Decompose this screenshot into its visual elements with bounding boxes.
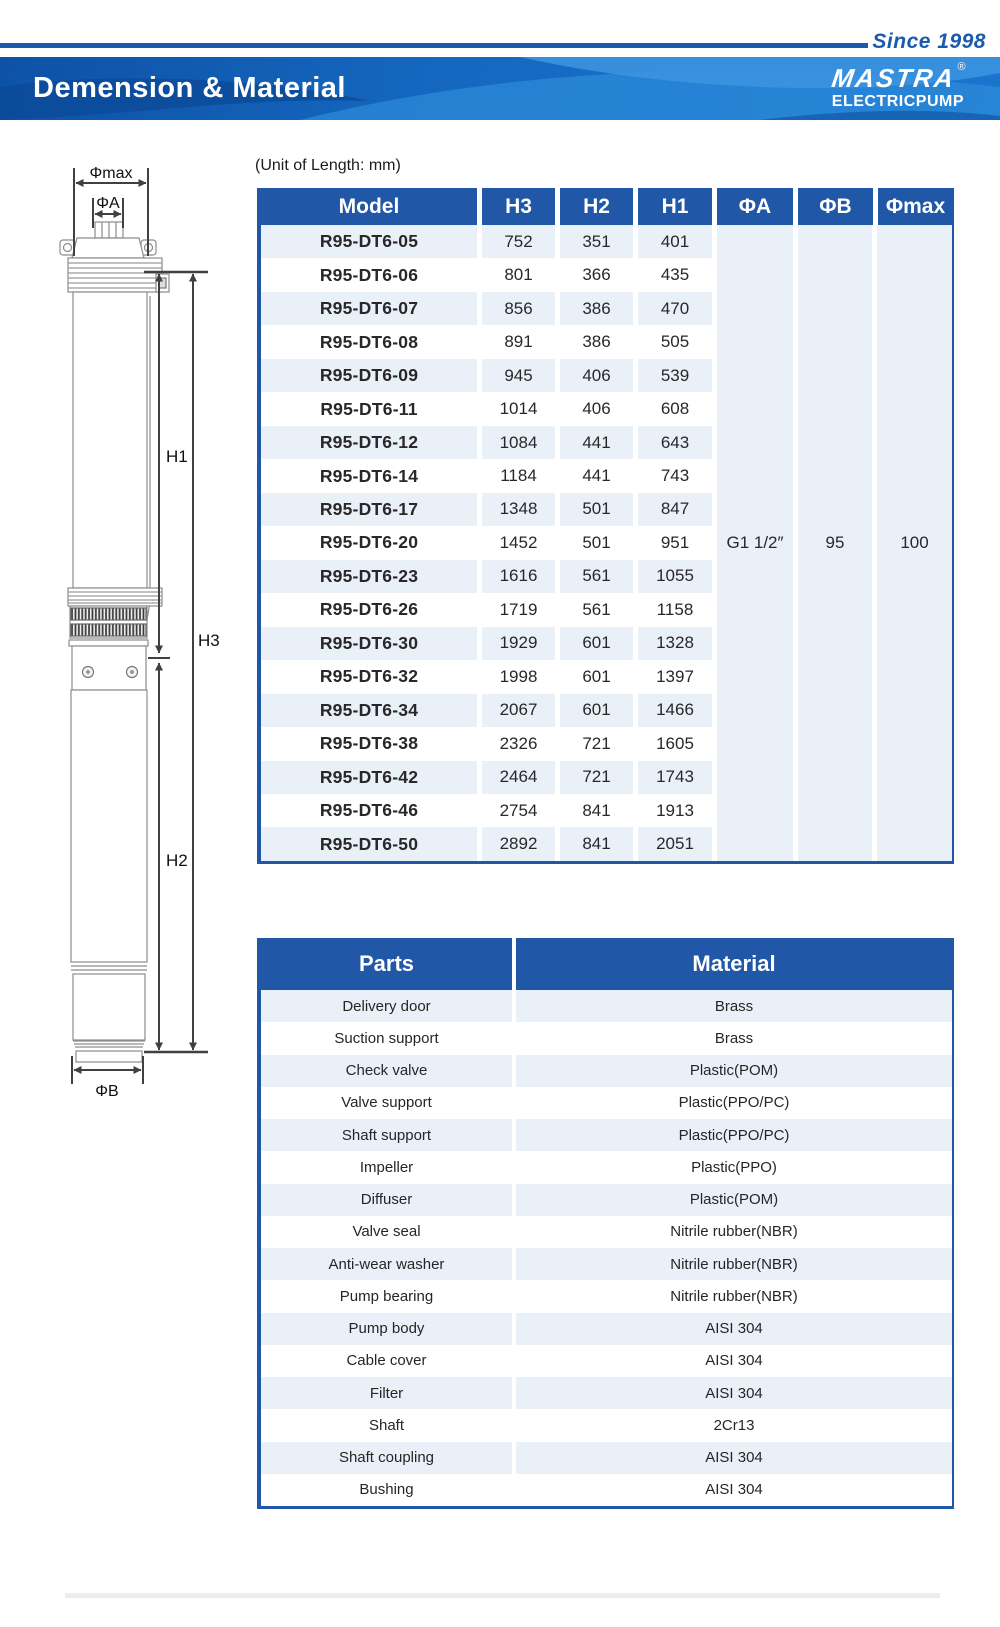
part-cell: Valve seal [261,1216,512,1248]
h1-cell: 1913 [638,794,712,827]
registered-mark-icon: ® [957,61,966,73]
col-header-phi-a: ΦA [717,188,793,225]
table-row [261,1216,952,1248]
parts-table [257,938,954,1509]
part-cell: Filter [261,1377,512,1409]
dim-label-phi-b: ΦB [95,1083,119,1100]
h2-cell: 406 [560,359,633,392]
model-cell: R95-DT6-12 [261,426,477,459]
h2-cell: 561 [560,593,633,626]
h3-cell: 2754 [482,794,555,827]
pump-outline [60,222,169,1062]
pump-diagram [40,150,252,1110]
material-cell: AISI 304 [516,1442,952,1474]
header-rule [0,43,868,48]
part-cell: Pump body [261,1313,512,1345]
table-row [261,1055,952,1087]
part-cell: Impeller [261,1151,512,1183]
footer-rule [65,1593,940,1598]
page-title: Demension & Material [33,72,346,104]
h2-cell: 351 [560,225,633,258]
model-cell: R95-DT6-26 [261,593,477,626]
table-row [261,1280,952,1312]
strainer-mesh [71,608,146,620]
table-row [261,1151,952,1183]
table-row [261,1313,952,1345]
table-row [261,1248,952,1280]
material-cell: Brass [516,1022,952,1054]
h3-cell: 1929 [482,627,555,660]
part-cell: Diffuser [261,1184,512,1216]
dimensions-table [257,188,954,864]
shared-phi-max-value: 100 [900,533,929,552]
h1-cell: 1158 [638,593,712,626]
h3-cell: 1084 [482,426,555,459]
model-cell: R95-DT6-38 [261,727,477,760]
material-cell: Plastic(PPO/PC) [516,1119,952,1151]
material-cell: Plastic(PPO) [516,1151,952,1183]
h1-cell: 608 [638,392,712,425]
table-row [261,990,952,1022]
h1-cell: 951 [638,526,712,559]
part-cell: Suction support [261,1022,512,1054]
h2-cell: 601 [560,627,633,660]
h1-cell: 1743 [638,761,712,794]
h3-cell: 1184 [482,459,555,492]
model-cell: R95-DT6-46 [261,794,477,827]
part-cell: Cable cover [261,1345,512,1377]
col-header-h3: H3 [482,188,555,225]
dim-label-h3: H3 [198,631,220,650]
h1-cell: 847 [638,493,712,526]
material-cell: Nitrile rubber(NBR) [516,1216,952,1248]
h2-cell: 601 [560,660,633,693]
h3-cell: 1719 [482,593,555,626]
h3-cell: 1998 [482,660,555,693]
col-header-model: Model [261,188,477,225]
h3-cell: 801 [482,258,555,291]
h3-cell: 1348 [482,493,555,526]
shared-phi-a-value: G1 1/2″ [726,533,784,552]
model-cell: R95-DT6-30 [261,627,477,660]
model-cell: R95-DT6-09 [261,359,477,392]
part-cell: Shaft support [261,1119,512,1151]
h1-cell: 643 [638,426,712,459]
h2-cell: 721 [560,727,633,760]
unit-of-length-note: (Unit of Length: mm) [255,157,401,174]
col-header-h1: H1 [638,188,712,225]
h3-cell: 2892 [482,827,555,860]
h2-cell: 441 [560,426,633,459]
model-cell: R95-DT6-06 [261,258,477,291]
material-cell: Nitrile rubber(NBR) [516,1280,952,1312]
model-cell: R95-DT6-23 [261,560,477,593]
table-row [261,1474,952,1506]
material-cell: AISI 304 [516,1313,952,1345]
part-cell: Anti-wear washer [261,1248,512,1280]
h1-cell: 743 [638,459,712,492]
h1-cell: 1397 [638,660,712,693]
h2-cell: 501 [560,526,633,559]
table-row [261,1087,952,1119]
parts-table-body [261,990,952,1506]
h1-cell: 401 [638,225,712,258]
h2-cell: 406 [560,392,633,425]
shared-values-region [717,225,952,861]
h1-cell: 505 [638,325,712,358]
since-text: Since 1998 [872,30,986,53]
parts-table-header [261,938,952,990]
model-cell: R95-DT6-20 [261,526,477,559]
h3-cell: 945 [482,359,555,392]
logo-subtitle: ELECTRICPUMP [831,93,964,110]
table-row [261,1119,952,1151]
mastra-logo [830,61,966,110]
material-cell: AISI 304 [516,1474,952,1506]
table-row [261,1022,952,1054]
dim-label-h2: H2 [166,851,188,870]
h2-cell: 721 [560,761,633,794]
material-cell: 2Cr13 [516,1409,952,1441]
dim-label-phi-max: Φmax [89,165,133,182]
col-header-h2: H2 [560,188,633,225]
table-row [261,1377,952,1409]
part-cell: Check valve [261,1055,512,1087]
h2-cell: 366 [560,258,633,291]
model-cell: R95-DT6-07 [261,292,477,325]
col-header-phi-b: ΦB [798,188,873,225]
h3-cell: 2326 [482,727,555,760]
h2-cell: 601 [560,694,633,727]
h2-cell: 841 [560,827,633,860]
table-row [261,1409,952,1441]
h1-cell: 1055 [638,560,712,593]
h3-cell: 891 [482,325,555,358]
dimensions-table-header [261,188,952,225]
h2-cell: 386 [560,292,633,325]
dimensions-table-body [261,225,952,861]
table-row [261,1184,952,1216]
col-header-parts: Parts [261,938,512,990]
col-header-material: Material [516,938,952,990]
model-cell: R95-DT6-14 [261,459,477,492]
h2-cell: 386 [560,325,633,358]
h3-cell: 1014 [482,392,555,425]
part-cell: Shaft [261,1409,512,1441]
part-cell: Shaft coupling [261,1442,512,1474]
h2-cell: 841 [560,794,633,827]
model-cell: R95-DT6-34 [261,694,477,727]
h2-cell: 501 [560,493,633,526]
material-cell: Nitrile rubber(NBR) [516,1248,952,1280]
part-cell: Valve support [261,1087,512,1119]
table-row [261,1345,952,1377]
model-cell: R95-DT6-11 [261,392,477,425]
dim-label-h1: H1 [166,447,188,466]
dim-label-phi-a: ΦA [96,195,120,212]
h1-cell: 2051 [638,827,712,860]
h3-cell: 752 [482,225,555,258]
material-cell: Brass [516,990,952,1022]
col-header-phi-max: Φmax [878,188,953,225]
h1-cell: 470 [638,292,712,325]
h1-cell: 1466 [638,694,712,727]
model-cell: R95-DT6-32 [261,660,477,693]
material-cell: Plastic(POM) [516,1055,952,1087]
h3-cell: 856 [482,292,555,325]
material-cell: Plastic(PPO/PC) [516,1087,952,1119]
h2-cell: 441 [560,459,633,492]
model-cell: R95-DT6-17 [261,493,477,526]
h2-cell: 561 [560,560,633,593]
part-cell: Delivery door [261,990,512,1022]
h1-cell: 1605 [638,727,712,760]
h1-cell: 435 [638,258,712,291]
model-cell: R95-DT6-08 [261,325,477,358]
part-cell: Pump bearing [261,1280,512,1312]
shared-phi-b-value: 95 [825,533,845,552]
table-row [261,1442,952,1474]
model-cell: R95-DT6-50 [261,827,477,860]
h3-cell: 2067 [482,694,555,727]
part-cell: Bushing [261,1474,512,1506]
model-cell: R95-DT6-05 [261,225,477,258]
model-cell: R95-DT6-42 [261,761,477,794]
h3-cell: 1616 [482,560,555,593]
material-cell: AISI 304 [516,1345,952,1377]
h1-cell: 1328 [638,627,712,660]
page-banner [0,57,1000,120]
logo-brand-text: MASTRA [830,63,958,93]
h3-cell: 2464 [482,761,555,794]
h1-cell: 539 [638,359,712,392]
material-cell: AISI 304 [516,1377,952,1409]
material-cell: Plastic(POM) [516,1184,952,1216]
h3-cell: 1452 [482,526,555,559]
